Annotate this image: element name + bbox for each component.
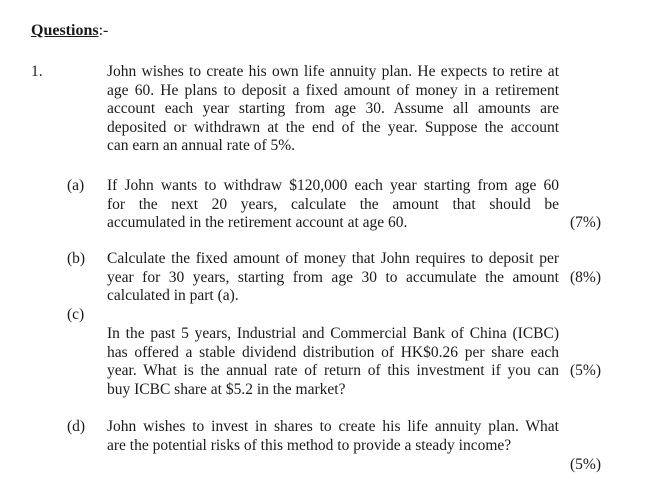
stem-line: deposited or withdrawn at the end of the year. Suppose the account <box>107 118 559 136</box>
part-b-text <box>107 250 559 306</box>
part-d-line: John wishes to invest in shares to create his life annuity plan. What <box>107 418 559 435</box>
part-b-line: calculated in part (a). <box>107 287 239 305</box>
part-a-text <box>107 177 559 233</box>
part-c-line: year. What is the annual rate of return of this investment if you can <box>107 362 559 380</box>
heading-suffix: :- <box>98 22 109 39</box>
part-c-label: (c) <box>67 306 85 323</box>
question-stem <box>107 63 559 156</box>
part-b-line: year for 30 years, starting from age 30 to accumulate the amount <box>107 268 559 286</box>
part-d-marks: (5%) <box>570 456 601 473</box>
part-a-marks: (7%) <box>570 214 601 231</box>
part-d-text <box>107 418 559 455</box>
section-heading <box>31 22 108 40</box>
heading-title: Questions <box>31 22 99 39</box>
part-c-line: has offered a stable dividend distribution of HK$0.26 per share each <box>107 343 559 361</box>
part-d-label: (d) <box>67 418 86 435</box>
part-c-text <box>107 325 559 399</box>
part-a-line: If John wants to withdraw $120,000 each year starting from age 60 <box>107 177 559 194</box>
part-c-line: buy ICBC share at $5.2 in the market? <box>107 380 346 398</box>
part-a-label: (a) <box>67 177 85 194</box>
part-a-line: for the next 20 years, calculate the amount that should be <box>107 195 559 213</box>
part-c-line: In the past 5 years, Industrial and Commercial Bank of China (ICBC) <box>107 325 559 342</box>
part-d-line: are the potential risks of this method to provide a steady income? <box>107 436 512 454</box>
stem-line: can earn an annual rate of 5%. <box>107 137 296 155</box>
part-c-marks: (5%) <box>570 362 601 379</box>
stem-line: age 60. He plans to deposit a fixed amount of money in a retirement <box>107 81 559 99</box>
part-b-label: (b) <box>67 250 86 267</box>
stem-line: John wishes to create his own life annuity plan. He expects to retire at <box>107 63 559 80</box>
stem-line: account each year starting from age 30. Assume all amounts are <box>107 100 559 118</box>
part-b-marks: (8%) <box>570 269 601 286</box>
part-b-line: Calculate the fixed amount of money that John requires to deposit per <box>107 250 559 267</box>
question-number: 1. <box>31 63 43 80</box>
part-a-line: accumulated in the retirement account at age 60. <box>107 214 408 232</box>
